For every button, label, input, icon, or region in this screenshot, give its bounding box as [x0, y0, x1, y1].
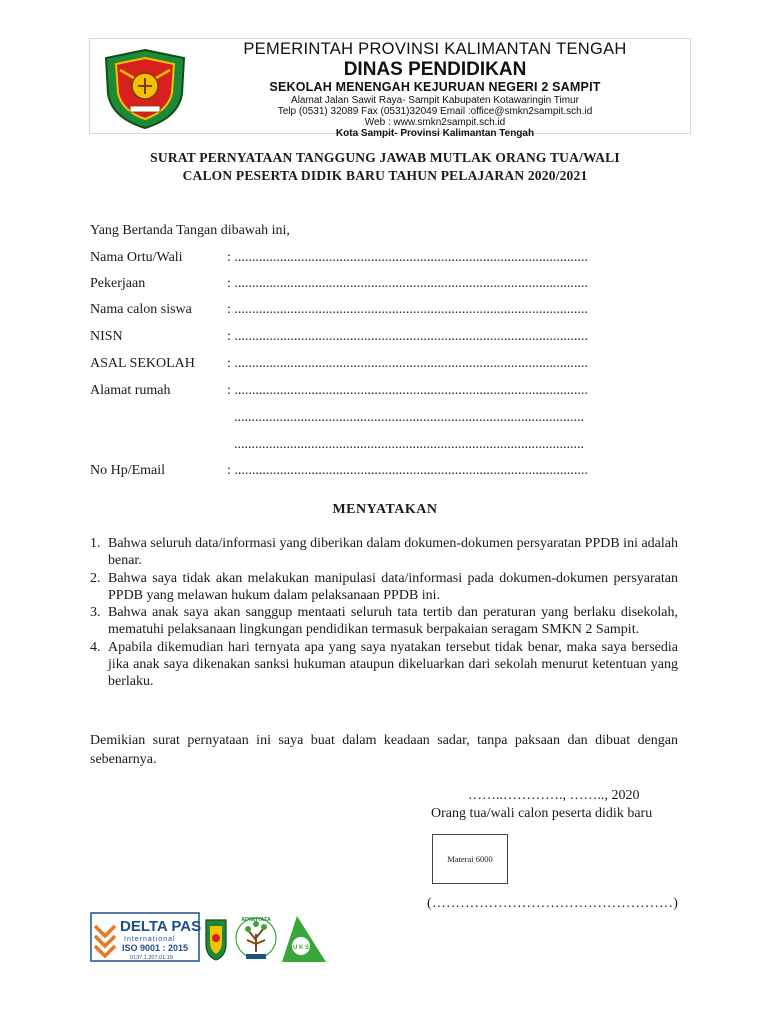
- field-label-pekerjaan: Pekerjaan: [90, 276, 146, 291]
- delta-brand: DELTA PAS: [120, 918, 202, 935]
- statement-item: [90, 570, 678, 605]
- stamp-text: Materai 6000: [447, 854, 493, 864]
- statement-number: 2.: [90, 570, 101, 586]
- statement-text: Bahwa seluruh data/informasi yang diberikan dalam dokumen-dokumen persyaratan PPDB ini adalah benar.: [108, 536, 678, 569]
- section-heading: MENYATAKAN: [332, 502, 438, 517]
- stamp-box: [432, 834, 508, 884]
- field-line-alamat-1: : .....................................................................................................: [227, 383, 588, 398]
- field-label-alamat: Alamat rumah: [90, 383, 171, 398]
- delta-cert: 0137.1.207.01.19: [130, 955, 173, 961]
- letterhead-text: [200, 40, 670, 140]
- signature-line: (……………………………………………): [427, 896, 679, 911]
- field-line-nama-ortu: : .....................................................................................................: [227, 250, 588, 265]
- field-line-hp-email: : .....................................................................................................: [227, 463, 588, 478]
- letterhead-phone: Telp (0531) 32089 Fax (0531)32049 Email :office@smkn2sampit.sch.id: [277, 106, 593, 117]
- field-line-asal-sekolah: : .....................................................................................................: [227, 356, 588, 371]
- field-label-asal-sekolah: ASAL SEKOLAH: [90, 356, 195, 371]
- closing-paragraph: Demikian surat pernyataan ini saya buat dalam keadaan sadar, tanpa paksaan dan dibuat dengan sebenarnya.: [90, 733, 678, 767]
- uks-text: U K S: [292, 945, 310, 951]
- statement-list: [90, 535, 678, 691]
- field-label-nama-siswa: Nama calon siswa: [90, 302, 192, 317]
- field-line-pekerjaan: : .....................................................................................................: [227, 276, 588, 291]
- document-title-line1: SURAT PERNYATAAN TANGGUNG JAWAB MUTLAK ORANG TUA/WALI: [150, 150, 620, 165]
- field-line-nama-siswa: : .....................................................................................................: [227, 302, 588, 317]
- statement-item: [90, 604, 678, 639]
- field-label-nama-ortu: Nama Ortu/Wali: [90, 250, 183, 265]
- letterhead-government: PEMERINTAH PROVINSI KALIMANTAN TENGAH: [243, 40, 627, 58]
- statement-text: Bahwa saya tidak akan melakukan manipulasi data/informasi pada dokumen-dokumen persyaratan PPDB yang melawan hukum dalam pelaksanaan PPDB ini.: [108, 570, 678, 603]
- letterhead-school: SEKOLAH MENENGAH KEJURUAN NEGERI 2 SAMPIT: [269, 80, 601, 94]
- letterhead-city: Kota Sampit- Provinsi Kalimantan Tengah: [335, 128, 535, 139]
- letterhead-web: Web : www.smkn2sampit.sch.id: [364, 117, 506, 128]
- statement-item: [90, 535, 678, 570]
- letterhead-agency: DINAS PENDIDIKAN: [343, 59, 527, 80]
- field-line-nisn: : .....................................................................................................: [227, 329, 588, 344]
- kalimantan-tengah-crest-icon: [100, 48, 190, 130]
- signer-label: Orang tua/wali calon peserta didik baru: [431, 806, 653, 821]
- statement-text: Bahwa anak saya akan sanggup mentaati seluruh tata tertib dan peraturan yang berlaku disekolah, mematuhi pelaksanaan lingkungan pendidikan termasuk berpakaian seragam SMKN 2 Sampit.: [108, 605, 678, 638]
- letterhead-address: Alamat Jalan Sawit Raya- Sampit Kabupaten Kotawaringin Timur: [291, 95, 579, 106]
- document-title-line2: CALON PESERTA DIDIK BARU TAHUN PELAJARAN 2020/2021: [182, 168, 588, 183]
- delta-iso: ISO 9001 : 2015: [122, 943, 189, 953]
- statement-number: 3.: [90, 605, 101, 621]
- uks-logo: [282, 916, 326, 962]
- provincial-crest-small-icon: [206, 920, 226, 960]
- field-line-alamat-3: ....................................................................................................: [227, 437, 584, 452]
- statement-number: 4.: [90, 639, 101, 655]
- statement-text: Apabila dikemudian hari ternyata apa yang saya nyatakan tersebut tidak benar, maka saya bersedia jika anak saya dikenakan sanksi hukuman ataupun dikeluarkan dari sekolah menurut ketentuan yang berlaku.: [108, 639, 678, 690]
- delta-pas-logo: [91, 913, 201, 961]
- field-label-nisn: NISN: [90, 329, 123, 344]
- adiwiyata-logo: [236, 917, 276, 959]
- delta-sub: International: [124, 936, 176, 943]
- adiwiyata-text: ADIWIYATA: [241, 917, 271, 923]
- field-label-hp-email: No Hp/Email: [90, 463, 166, 478]
- intro-text: Yang Bertanda Tangan dibawah ini,: [90, 223, 290, 238]
- field-line-alamat-2: ....................................................................................................: [227, 410, 584, 425]
- statement-number: 1.: [90, 536, 101, 551]
- statement-item: [90, 639, 678, 691]
- footer-logos: [90, 912, 330, 964]
- date-line: ……..…………., …….., 2020: [468, 788, 640, 803]
